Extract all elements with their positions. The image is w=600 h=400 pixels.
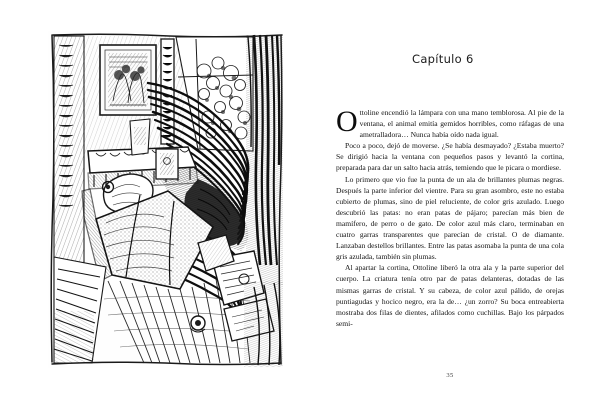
paragraph-3: Lo primero que vio fue la punta de un ala de brillantes plumas negras. Después la parte inferior del vientre. Para su gran asombro, este no estaba cubierto de plumas, sino de piel reluciente, de color gris azulado. Luego descubrió las patas: no eran patas de pájaro; parecían más bien de mamífero, de perro o de gato. De color azul más claro, terminaban en cuatro garras transparentes que parecían de cristal. O de diamante. Lanzaban destellos brillantes. Entre las patas asomaba la punta de una cola gris azulada, también sin plumas. bbox=[336, 174, 564, 262]
bedroom-creature-illustration bbox=[48, 31, 283, 368]
paragraph-4: Al apartar la cortina, Ottoline liberó la otra ala y la parte superior del cuerpo. La criatura tenía otro par de patas delanteras, dotadas de las mismas garras de cristal. Y su cabeza, de color azul pálido, de orejas puntiagudas y hocico negro, era la de… ¿un zorro? Su boca entreabierta mostraba dos filas de dientes, afilados como cuchillas. Bajo los párpados semi- bbox=[336, 263, 564, 328]
right-page bbox=[300, 0, 600, 400]
paragraph-1 bbox=[336, 107, 564, 140]
paragraph-1-text: ttoline encendió la lámpara con una mano temblorosa. Al pie de la ventana, el animal emitía gemidos horribles, como ráfagas de una ametralladora… Nunca había oído nada igual. bbox=[359, 108, 564, 140]
chapter-title: Capítulo 6 bbox=[412, 52, 474, 66]
paragraph-2: Poco a poco, dejó de moverse. ¿Se había desmayado? ¿Estaba muerto? Se dirigió hacia la ventana con pequeños pasos y levantó la cortina, preparada para dar un salto hacia atrás, temiendo que le picara o mordiese. bbox=[336, 141, 564, 173]
page-number: 35 bbox=[446, 372, 454, 379]
chapter-body-text bbox=[336, 107, 564, 329]
drop-cap: O bbox=[336, 105, 358, 138]
